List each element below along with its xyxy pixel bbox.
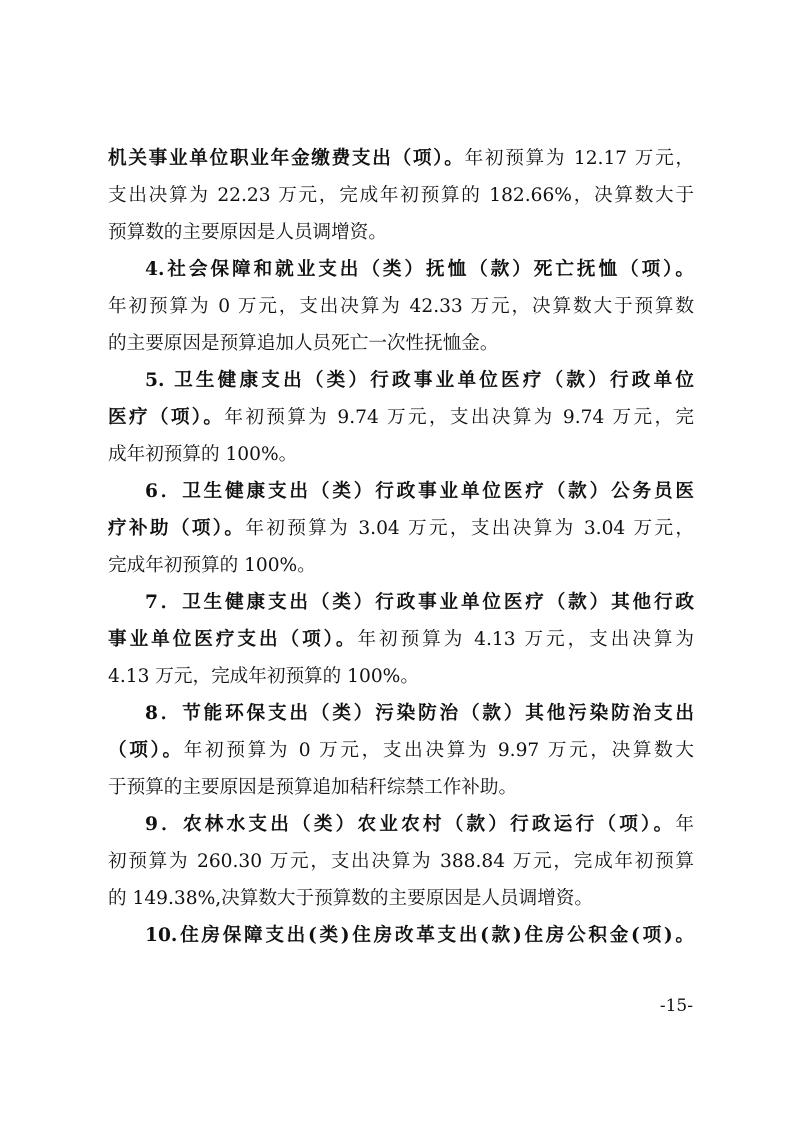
item-heading: 6．卫生健康支出（类）行政事业单位医疗（款）公务员医: [145, 481, 694, 502]
text-line: [108, 740, 694, 762]
item-text: 于预算的主要原因是预算追加秸秆综禁工作补助。: [108, 777, 518, 798]
text-line: [108, 407, 694, 429]
item-text: 年初预算为 0 万元，支出决算为 42.33 万元，决算数大于预算数: [108, 296, 694, 317]
text-line: [108, 925, 694, 947]
item-text: 年初预算为 9.74 万元，支出决算为 9.74 万元，完: [224, 407, 694, 428]
item-text: 4.13 万元，完成年初预算的 100%。: [108, 666, 419, 687]
item-heading: 4.社会保障和就业支出（类）抚恤（款）死亡抚恤（项）。: [145, 259, 694, 280]
paragraph: [108, 481, 694, 592]
item-text: 初预算为 260.30 万元，支出决算为 388.84 万元，完成年初预算: [108, 851, 694, 872]
page-number: -15-: [659, 996, 693, 1016]
text-line: [108, 148, 694, 170]
item-heading: 医疗（项）。: [108, 407, 225, 428]
item-heading: 9．农林水支出（类）农业农村（款）行政运行（项）。: [145, 814, 676, 835]
paragraph: [108, 925, 694, 962]
text-line: [108, 814, 694, 836]
text-line: [108, 851, 694, 873]
paragraph: [108, 370, 694, 481]
paragraph: [108, 592, 694, 703]
item-text: 年初预算为 0 万元，支出决算为 9.97 万元，决算数大: [183, 740, 695, 761]
text-line: [108, 777, 694, 799]
item-text: 年初预算为 4.13 万元，支出决算为: [357, 629, 694, 650]
item-text: 的 149.38%,决算数大于预算数的主要原因是人员调增资。: [108, 888, 594, 909]
item-heading: 疗补助（项）。: [108, 518, 246, 539]
text-line: [108, 518, 694, 540]
text-line: [108, 666, 694, 688]
item-text: 年初预算为 3.04 万元，支出决算为 3.04 万元，: [245, 518, 695, 539]
item-text: 的主要原因是预算追加人员死亡一次性抚恤金。: [108, 333, 499, 354]
text-line: [108, 222, 694, 244]
text-line: [108, 370, 694, 392]
text-line: [108, 555, 694, 577]
text-line: [108, 185, 694, 207]
item-heading: 5. 卫生健康支出（类）行政事业单位医疗（款）行政单位: [145, 370, 694, 391]
item-text: 支出决算为 22.23 万元，完成年初预算的 182.66%，决算数大于: [108, 185, 694, 206]
item-text: 年: [675, 814, 694, 835]
item-heading: 10.住房保障支出(类)住房改革支出(款)住房公积金(项)。: [145, 925, 694, 946]
text-line: [108, 481, 694, 503]
item-heading: 8．节能环保支出（类）污染防治（款）其他污染防治支出: [145, 703, 694, 724]
text-line: [108, 629, 694, 651]
item-text: 完成年初预算的 100%。: [108, 555, 316, 576]
text-line: [108, 888, 694, 910]
paragraph: [108, 259, 694, 370]
paragraph: [108, 814, 694, 925]
item-text: 预算数的主要原因是人员调增资。: [108, 222, 387, 243]
text-line: [108, 296, 694, 318]
text-line: [108, 444, 694, 466]
item-text: 年初预算为 12.17 万元，: [464, 148, 694, 169]
paragraph: [108, 148, 694, 259]
text-line: [108, 333, 694, 355]
item-heading: （项）。: [108, 740, 184, 761]
text-line: [108, 592, 694, 614]
text-line: [108, 259, 694, 281]
item-heading: 事业单位医疗支出（项）。: [108, 629, 358, 650]
paragraph: [108, 703, 694, 814]
item-text: 成年初预算的 100%。: [108, 444, 298, 465]
item-heading: 机关事业单位职业年金缴费支出（项）。: [108, 148, 465, 169]
item-heading: 7．卫生健康支出（类）行政事业单位医疗（款）其他行政: [145, 592, 694, 613]
text-line: [108, 703, 694, 725]
